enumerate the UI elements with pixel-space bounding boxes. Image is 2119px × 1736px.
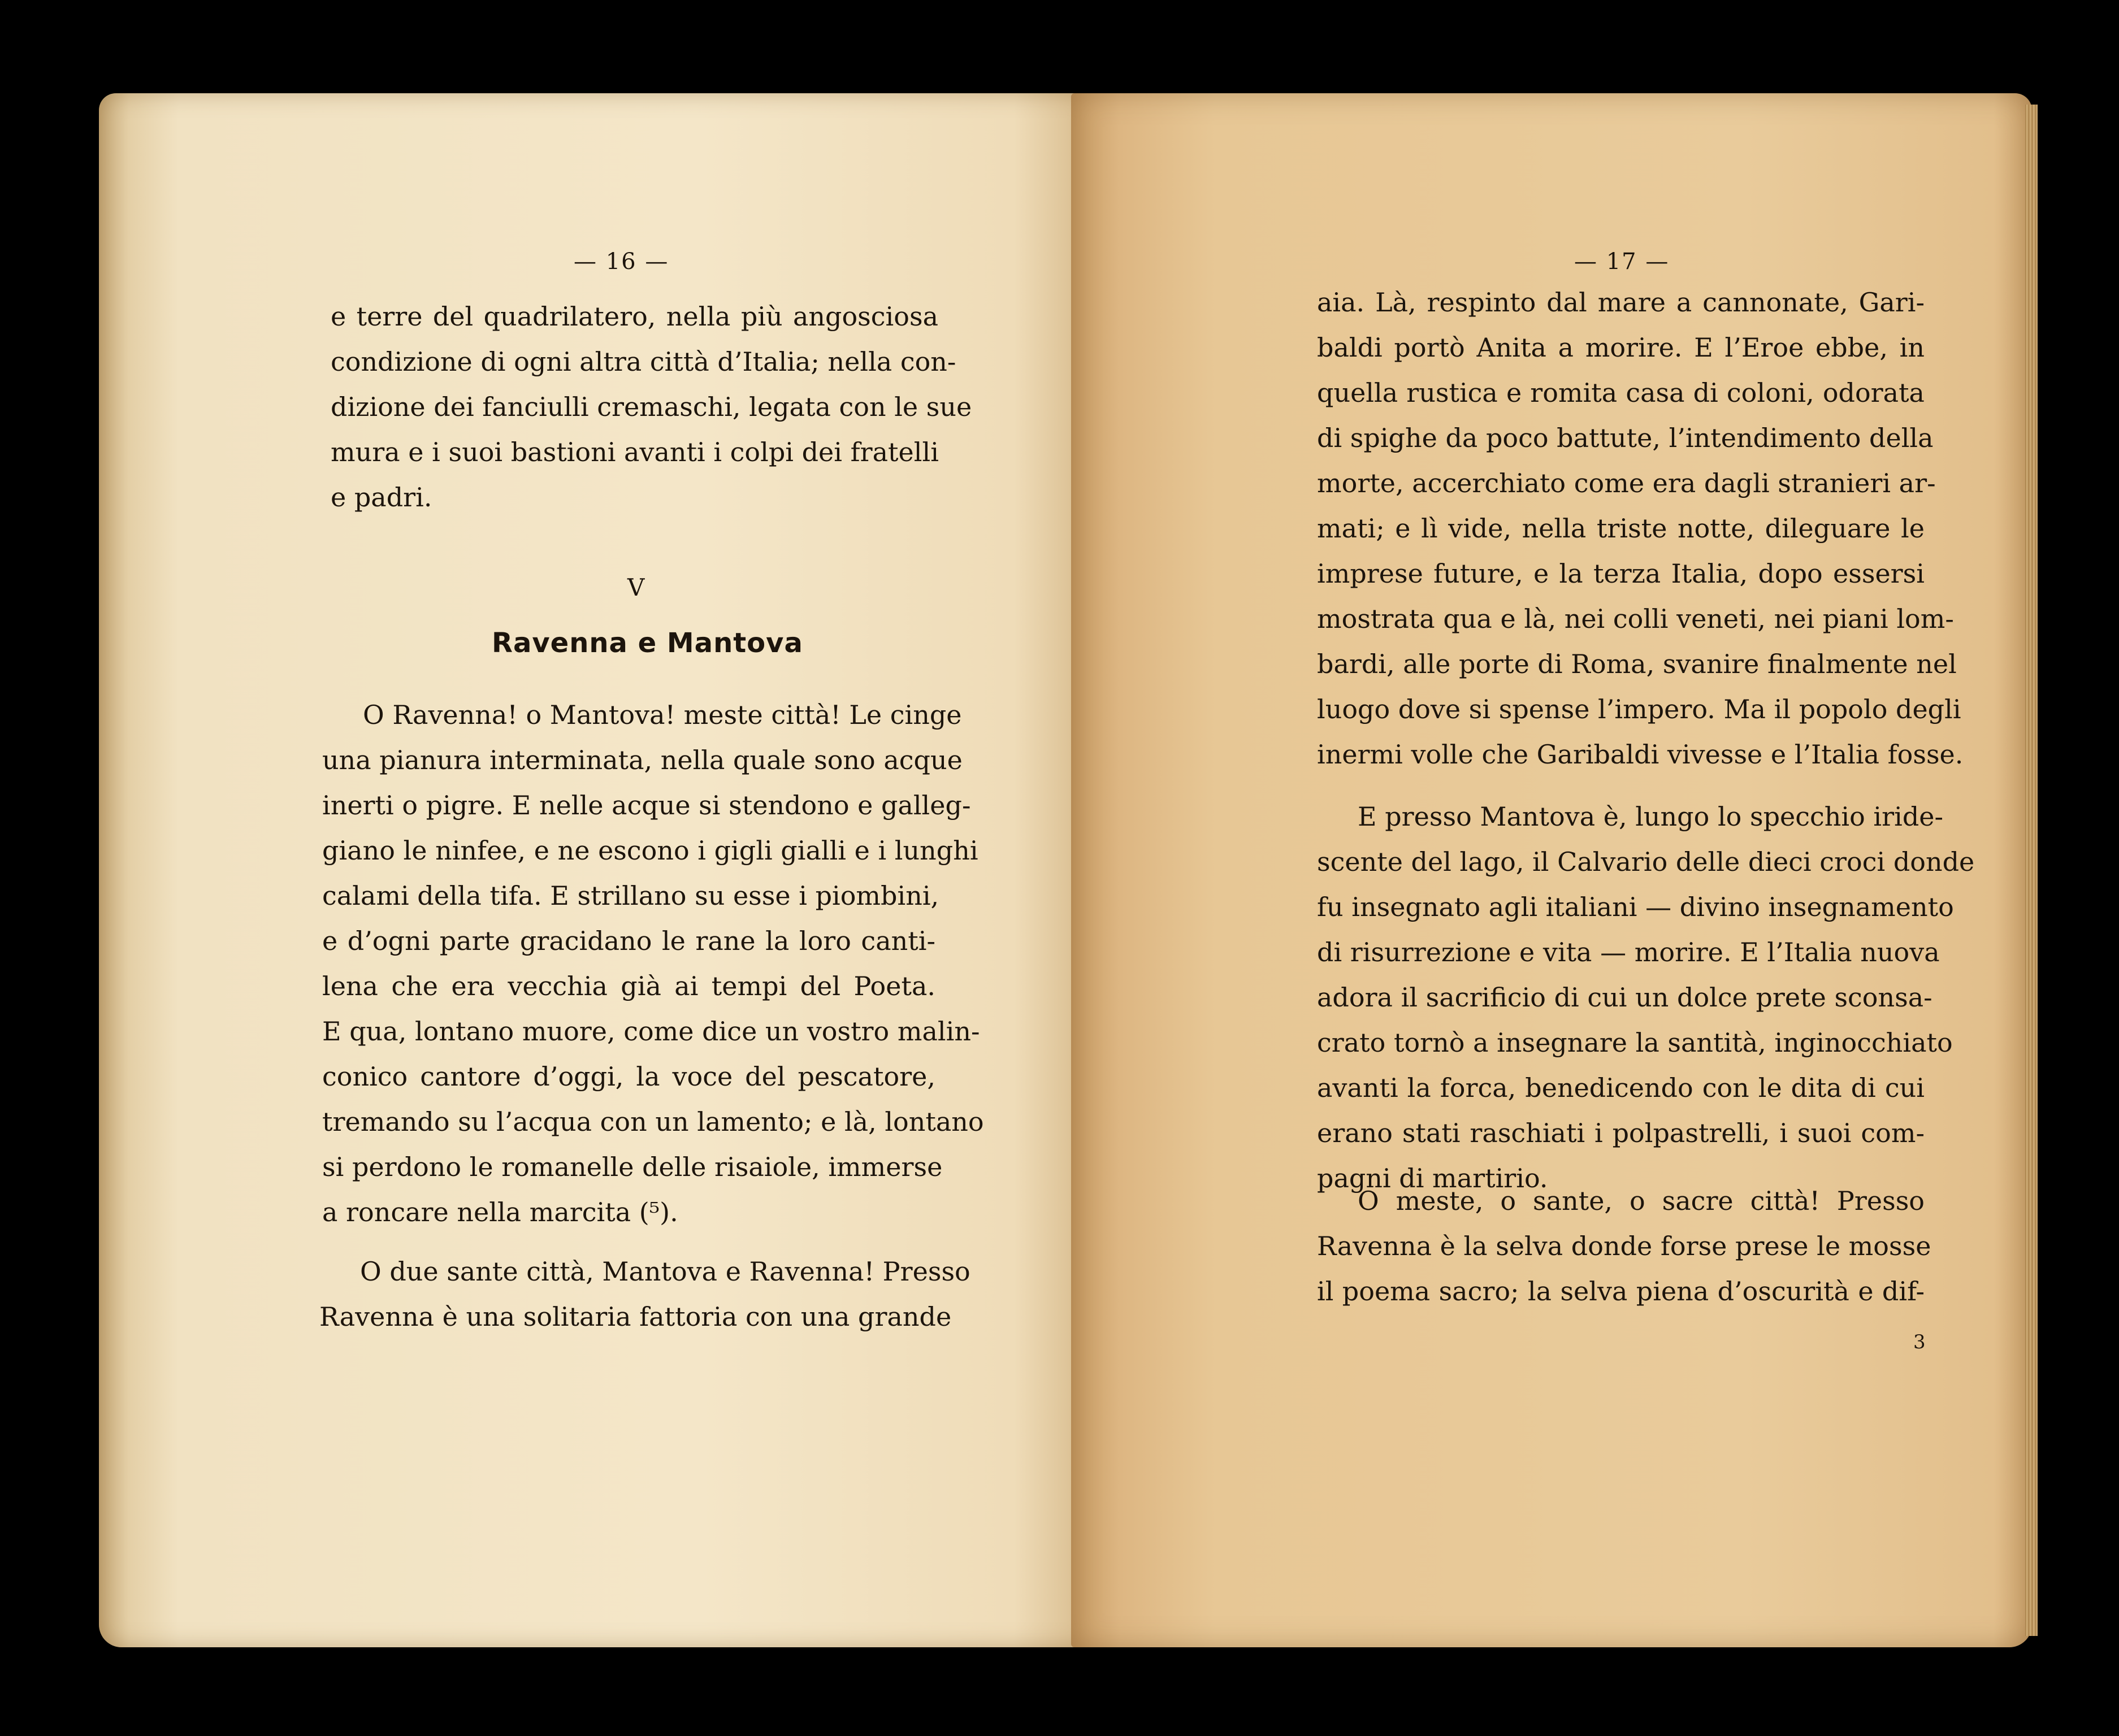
paragraph-3 [1317,1178,1931,1314]
text-line: O Ravenna! o Mantova! meste città! Le cinge [363,700,962,730]
text-line: condizione di ogni altra città d’Italia; nella con- [331,346,956,377]
text-line: Ravenna è la selva donde forse prese le mosse [1317,1231,1931,1261]
right-page [1071,93,2032,1647]
text-line: si perdono le romanelle delle risaiole, immerse [322,1152,943,1182]
text-line: inermi volle che Garibaldi vivesse e l’Italia fosse. [1317,739,1964,770]
text-line: morte, accerchiato come era dagli stranieri ar- [1317,468,1936,498]
text-line: di risurrezione e vita — morire. E l’Italia nuova [1317,937,1940,967]
open-book [99,93,2032,1647]
text-line: mostrata qua e là, nei colli veneti, nei piani lom- [1317,604,1954,634]
text-line: tremando su l’acqua con un lamento; e là, lontano [322,1106,984,1137]
paragraph-2 [1317,794,1975,1201]
left-page [99,93,1094,1647]
text-line: e padri. [331,482,432,513]
text-line: Ravenna è una solitaria fattoria con una grande [319,1301,952,1332]
text-line: baldi portò Anita a morire. E l’Eroe ebbe, in [1317,332,1925,363]
section-number: V [627,574,645,601]
text-line: adora il sacrificio di cui un dolce prete sconsa- [1317,982,1932,1013]
text-line: fu insegnato agli italiani — divino insegnamento [1317,892,1954,922]
paragraph-3 [319,1249,970,1339]
signature-mark: 3 [1913,1331,1926,1353]
page-number-17: — 17 — [1574,249,1670,275]
text-line: E presso Mantova è, lungo lo specchio iride- [1358,801,1944,832]
text-line: O due sante città, Mantova e Ravenna! Presso [360,1256,970,1287]
text-line: crato tornò a insegnare la santità, inginocchiato [1317,1027,1953,1058]
text-line: e d’ogni parte gracidano le rane la loro canti- [322,926,935,956]
section-title: Ravenna e Mantova [492,627,803,659]
paragraph-1 [1317,280,1964,777]
text-line: inerti o pigre. E nelle acque si stendono e galleg- [322,790,971,821]
text-line: e terre del quadrilatero, nella più angosciosa [331,301,938,332]
text-line: E qua, lontano muore, come dice un vostro malin- [322,1016,980,1047]
text-line: aia. Là, respinto dal mare a cannonate, Gari- [1317,287,1925,318]
text-line: una pianura interminata, nella quale sono acque [322,745,963,775]
text-line: O meste, o sante, o sacre città! Presso [1358,1186,1925,1216]
paragraph-1 [331,294,972,520]
text-line: mura e i suoi bastioni avanti i colpi dei fratelli [331,437,939,467]
text-line: bardi, alle porte di Roma, svanire finalmente nel [1317,649,1957,679]
text-line: di spighe da poco battute, l’intendimento della [1317,423,1934,453]
text-line: quella rustica e romita casa di coloni, odorata [1317,377,1925,408]
text-line: scente del lago, il Calvario delle dieci croci donde [1317,847,1975,877]
text-line: pagni di martirio. [1317,1163,1548,1194]
text-line: lena che era vecchia già ai tempi del Poeta. [322,971,935,1001]
text-line: avanti la forca, benedicendo con le dita di cui [1317,1073,1925,1103]
text-line: dizione dei fanciulli cremaschi, legata con le sue [331,392,972,422]
page-edges [2025,105,2038,1636]
paragraph-2 [322,692,984,1235]
text-line: imprese future, e la terza Italia, dopo essersi [1317,558,1925,589]
page-number-16: — 16 — [574,249,669,275]
text-line: erano stati raschiati i polpastrelli, i suoi com- [1317,1118,1925,1148]
text-line: a roncare nella marcita (⁵). [322,1197,678,1227]
text-line: calami della tifa. E strillano su esse i piombini, [322,880,939,911]
text-line: mati; e lì vide, nella triste notte, dileguare le [1317,513,1925,544]
text-line: il poema sacro; la selva piena d’oscurità e dif- [1317,1276,1925,1307]
text-line: giano le ninfee, e ne escono i gigli gialli e i lunghi [322,835,978,866]
text-line: conico cantore d’oggi, la voce del pescatore, [322,1061,935,1092]
text-line: luogo dove si spense l’impero. Ma il popolo degli [1317,694,1961,724]
